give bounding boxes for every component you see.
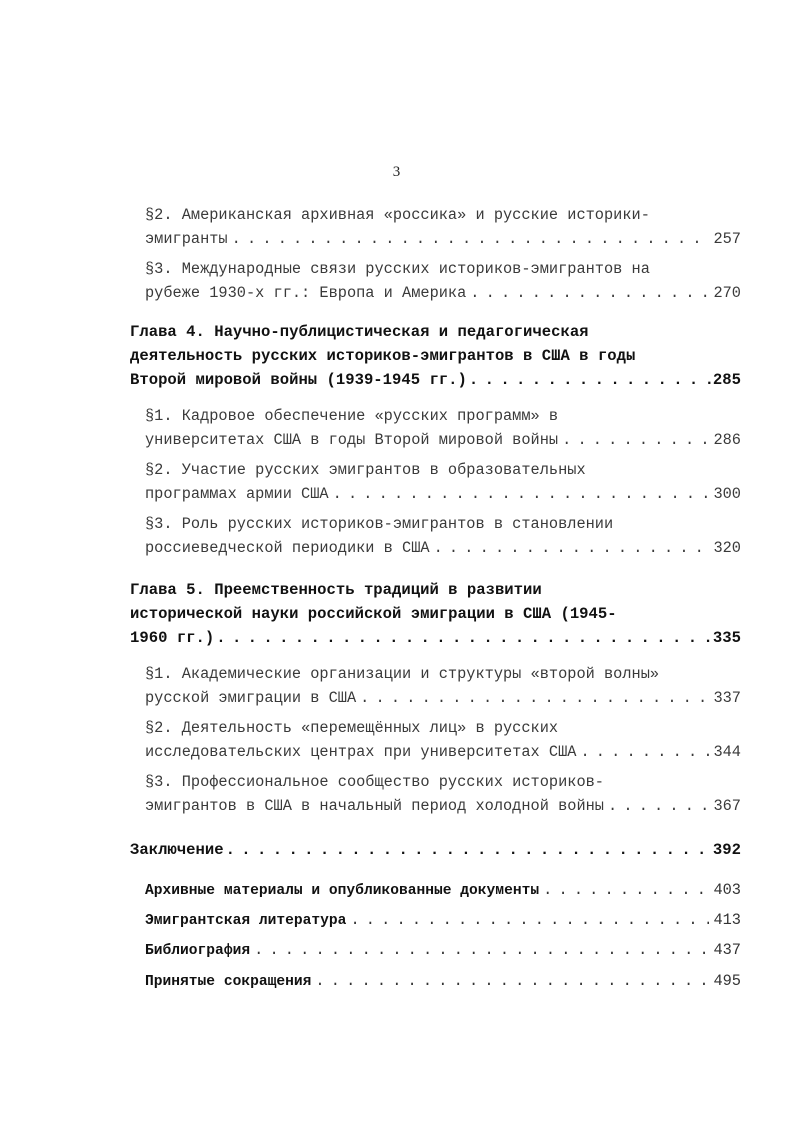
toc-section-4-2[interactable] — [145, 458, 741, 506]
toc-conclusion[interactable] — [130, 838, 741, 862]
toc-section-title-cont: эмигранты — [145, 230, 228, 248]
dot-leader — [226, 838, 711, 862]
toc-page-number: 320 — [713, 539, 741, 557]
page-number: 3 — [392, 164, 401, 180]
toc-appendix-title: Архивные материалы и опубликованные документы — [145, 883, 540, 899]
toc-section-title: §1. Академические организации и структуры «второй волны» — [145, 665, 660, 683]
dot-leader — [216, 626, 711, 650]
toc-section-title-cont: университетах США в годы Второй мировой войны — [145, 431, 559, 449]
toc-section-5-1[interactable] — [145, 662, 741, 710]
dot-leader — [580, 740, 709, 764]
toc-section-title-cont: эмигрантов в США в начальный период холодной войны — [145, 797, 604, 815]
dot-leader — [350, 908, 709, 932]
toc-page-number: 392 — [712, 841, 741, 859]
toc-page-number: 285 — [712, 371, 741, 389]
toc-page-number: 300 — [713, 485, 741, 503]
dot-leader — [434, 536, 710, 560]
dot-leader — [562, 428, 709, 452]
toc-appendix-bibliography[interactable] — [145, 938, 741, 963]
toc-appendix-title: Принятые сокращения — [145, 974, 312, 990]
dot-leader — [469, 368, 711, 392]
dot-leader — [360, 686, 709, 710]
toc-conclusion-title: Заключение — [130, 841, 224, 859]
toc-page-number: 344 — [713, 743, 741, 761]
toc-appendix-title: Библиография — [145, 943, 251, 959]
toc-section-title: §3. Профессиональное сообщество русских историков- — [145, 773, 604, 791]
toc-section-4-3[interactable] — [145, 512, 741, 560]
dot-leader — [333, 482, 710, 506]
toc-section-title: §2. Участие русских эмигрантов в образовательных — [145, 461, 586, 479]
toc-chapter-5[interactable] — [130, 578, 741, 650]
toc-chapter-title: Глава 4. Научно-публицистическая и педагогическая — [130, 323, 589, 341]
toc-section-3-2[interactable] — [145, 203, 741, 251]
toc-page-number: 257 — [713, 230, 741, 248]
toc-chapter-title: Глава 5. Преемственность традиций в развитии — [130, 581, 542, 599]
toc-appendix-archives[interactable] — [145, 878, 741, 903]
dot-leader — [608, 794, 709, 818]
dot-leader — [470, 281, 709, 305]
toc-section-5-3[interactable] — [145, 770, 741, 818]
toc-section-title-cont: программах армии США — [145, 485, 329, 503]
toc-page-number: 335 — [712, 629, 741, 647]
toc-page-number: 437 — [713, 941, 741, 959]
toc-appendix-title: Эмигрантская литература — [145, 913, 347, 929]
toc-section-5-2[interactable] — [145, 716, 741, 764]
dot-leader — [232, 227, 710, 251]
toc-section-title: §2. Деятельность «перемещённых лиц» в русских — [145, 719, 559, 737]
toc-section-title-cont: исследовательских центрах при университетах США — [145, 743, 577, 761]
toc-section-title: §2. Американская архивная «россика» и русские историки- — [145, 206, 650, 224]
toc-chapter-title-cont: исторической науки российской эмиграции в США (1945- — [130, 605, 617, 623]
toc-section-title-cont: россиеведческой периодики в США — [145, 539, 430, 557]
toc-page-number: 367 — [713, 797, 741, 815]
toc-page-number: 403 — [713, 881, 741, 899]
toc-section-title-cont: рубеже 1930-х гг.: Европа и Америка — [145, 284, 467, 302]
toc-page-number: 286 — [713, 431, 741, 449]
toc-section-3-3[interactable] — [145, 257, 741, 305]
toc-appendix-emigrant-literature[interactable] — [145, 908, 741, 933]
toc-page-number: 270 — [713, 284, 741, 302]
toc-chapter-title-cont: Второй мировой войны (1939-1945 гг.) — [130, 371, 467, 389]
toc-page-number: 495 — [713, 972, 741, 990]
toc-page-number: 337 — [713, 689, 741, 707]
toc-appendix-abbreviations[interactable] — [145, 969, 741, 994]
toc-chapter-title-cont: деятельность русских историков-эмигрантов в США в годы — [130, 347, 636, 365]
toc-section-title: §3. Роль русских историков-эмигрантов в становлении — [145, 515, 614, 533]
toc-section-title-cont: русской эмиграции в США — [145, 689, 357, 707]
toc-section-title: §3. Международные связи русских историков-эмигрантов на — [145, 260, 650, 278]
toc-chapter-title-cont: 1960 гг.) — [130, 629, 215, 647]
toc-page-number: 413 — [713, 911, 741, 929]
dot-leader — [315, 969, 709, 993]
toc-section-title: §1. Кадровое обеспечение «русских программ» в — [145, 407, 559, 425]
toc-chapter-4[interactable] — [130, 320, 741, 392]
dot-leader — [254, 938, 709, 962]
dot-leader — [543, 878, 709, 902]
toc-section-4-1[interactable] — [145, 404, 741, 452]
